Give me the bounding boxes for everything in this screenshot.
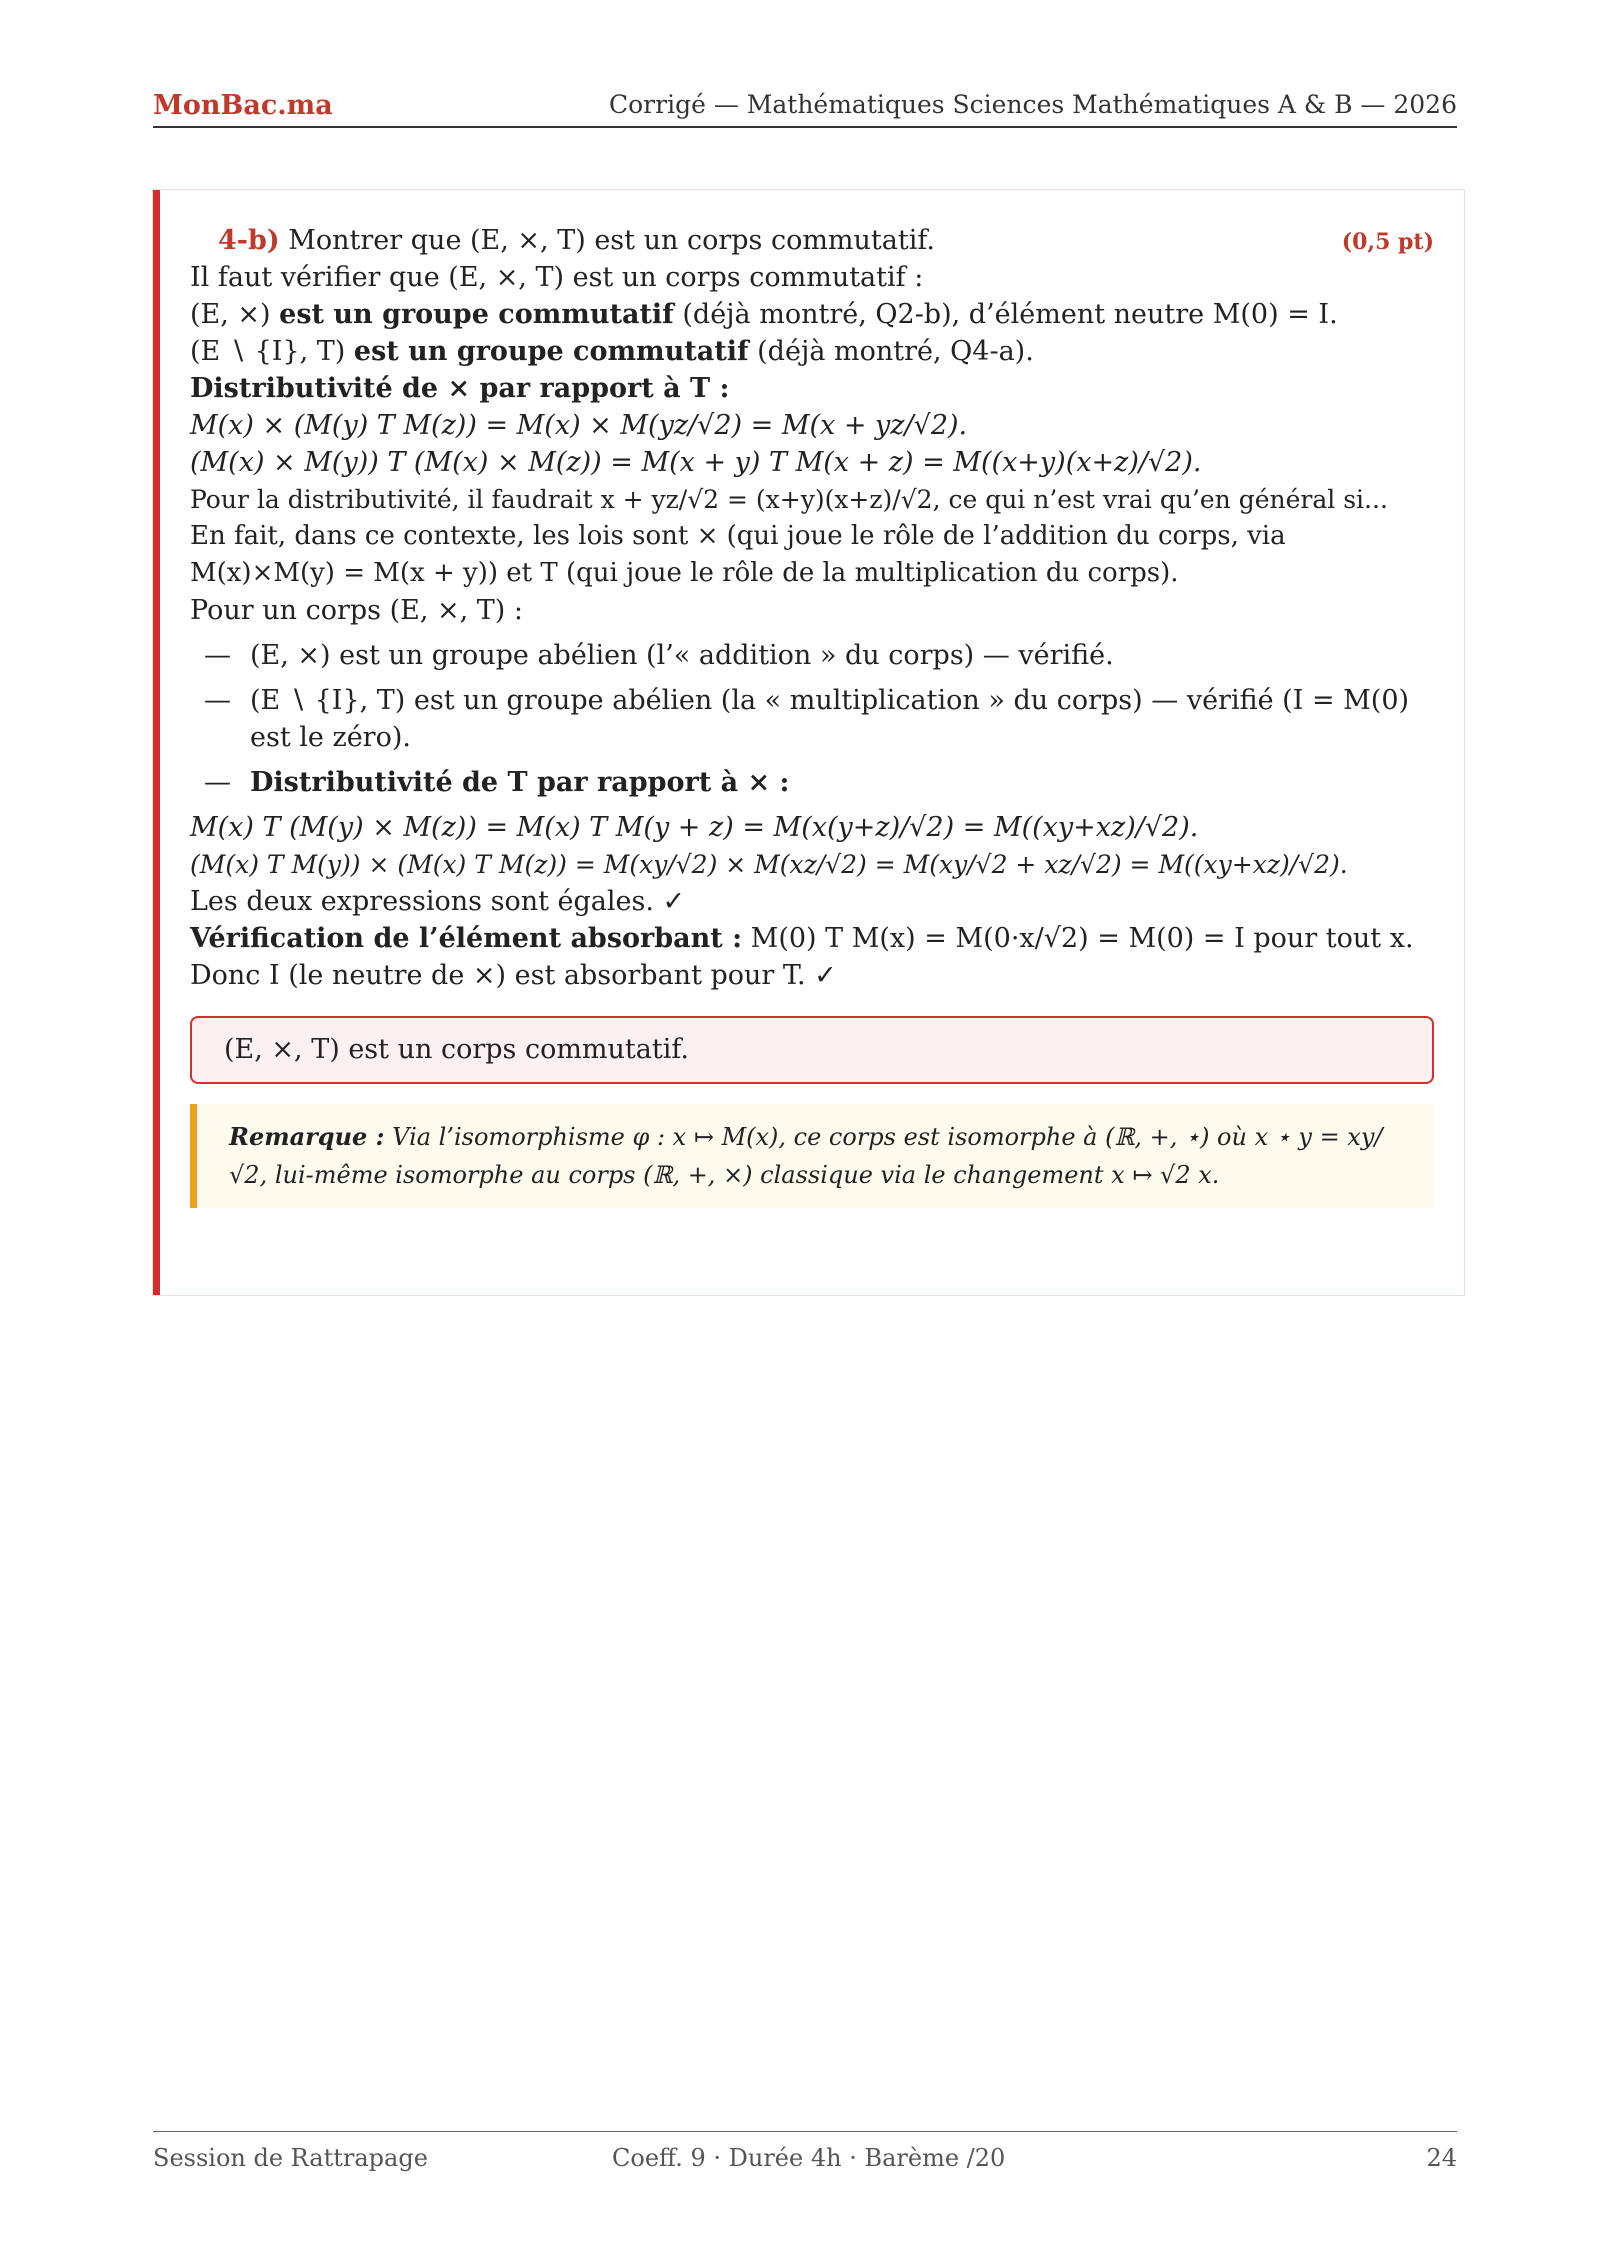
remark-label: Remarque :	[229, 1122, 385, 1151]
text-line: Il faut vérifier que (E, ×, T) est un corps commutatif :	[190, 262, 924, 293]
answer-box: (E, ×, T) est un corps commutatif.	[190, 1016, 1434, 1084]
page-header	[153, 88, 1457, 128]
math-expr: (E, ×)	[190, 299, 280, 330]
text-paragraph: En fait, dans ce contexte, les lois sont × (qui joue le rôle de l’addition du corps, via M(x)×M(y) = M(x + y)) et T (qui joue le rôle de la multiplication du corps).	[190, 521, 1286, 588]
equation-line: (M(x) × M(y)) T (M(x) × M(z)) = M(x + y) T M(x + z) = M((x+y)(x+z)/√2).	[190, 447, 1202, 478]
bold-text: est un groupe commutatif	[279, 299, 674, 330]
equation-line: M(x) T (M(y) × M(z)) = M(x) T M(y + z) = M(x(y+z)/√2) = M((xy+xz)/√2).	[190, 812, 1199, 843]
list-item	[190, 682, 1434, 756]
list-dash: —	[204, 685, 231, 716]
list-dash: —	[204, 640, 231, 671]
list-item	[190, 637, 1434, 674]
brand-name: MonBac.ma	[153, 90, 333, 121]
header-title: Corrigé — Mathématiques Sciences Mathématiques A & B — 2026	[609, 90, 1457, 119]
question-number: 4-b)	[218, 225, 280, 256]
bold-text: Vérification de l’élément absorbant :	[190, 923, 743, 954]
equation-line: M(x) × (M(y) T M(z)) = M(x) × M(yz/√2) = M(x + yz/√2).	[190, 410, 968, 441]
footer-info: Coeff. 9 · Durée 4h · Barème /20	[612, 2144, 1006, 2172]
text-span: (déjà montré, Q2-b), d’élément neutre M(0) = I.	[673, 299, 1338, 330]
remark-text: Via l’isomorphisme φ : x ↦ M(x), ce corps est isomorphe à (ℝ, +, ⋆) où x ⋆ y = xy/√2, lui-même isomorphe au corps (ℝ, +, ×) classique via le changement x ↦ √2 x.	[229, 1123, 1383, 1189]
question-points: (0,5 pt)	[1341, 229, 1434, 255]
page-number: 24	[1426, 2144, 1457, 2172]
exercise-box	[153, 190, 1464, 1295]
remark-box	[190, 1104, 1434, 1208]
text-line: Pour un corps (E, ×, T) :	[190, 595, 523, 626]
exercise-content	[190, 222, 1434, 1208]
math-expr: (E ∖ {I}, T)	[190, 336, 354, 367]
text-span: (déjà montré, Q4-a).	[748, 336, 1034, 367]
list-item-text: (E ∖ {I}, T) est un groupe abélien (la « multiplication » du corps) — vérifié (I = M(0) est le zéro).	[250, 685, 1410, 753]
text-line: Donc I (le neutre de ×) est absorbant pour T. ✓	[190, 960, 837, 991]
section-heading: Distributivité de × par rapport à T :	[190, 373, 730, 404]
question-statement: Montrer que (E, ×, T) est un corps commutatif.	[288, 225, 935, 256]
equation-line: (M(x) T M(y)) × (M(x) T M(z)) = M(xy/√2) × M(xz/√2) = M(xy/√2 + xz/√2) = M((xy+xz)/√2).	[190, 850, 1348, 879]
bullet-list	[190, 637, 1434, 801]
text-span: M(0) T M(x) = M(0·x/√2) = M(0) = I pour tout x.	[742, 923, 1414, 954]
list-item	[190, 764, 1434, 801]
list-item-text: (E, ×) est un groupe abélien (l’« addition » du corps) — vérifié.	[250, 640, 1114, 671]
question-row	[190, 222, 1434, 259]
list-dash: —	[204, 767, 231, 798]
list-item-text: Distributivité de T par rapport à × :	[250, 767, 790, 798]
text-line: Pour la distributivité, il faudrait x + yz/√2 = (x+y)(x+z)/√2, ce qui n’est vrai qu’en général si...	[190, 485, 1388, 514]
text-line	[190, 296, 1434, 333]
text-line: Les deux expressions sont égales. ✓	[190, 886, 686, 917]
page-footer	[153, 2131, 1457, 2172]
bold-text: est un groupe commutatif	[353, 336, 749, 367]
text-line	[190, 333, 1434, 370]
footer-session: Session de Rattrapage	[153, 2144, 428, 2172]
text-line	[190, 920, 1434, 957]
